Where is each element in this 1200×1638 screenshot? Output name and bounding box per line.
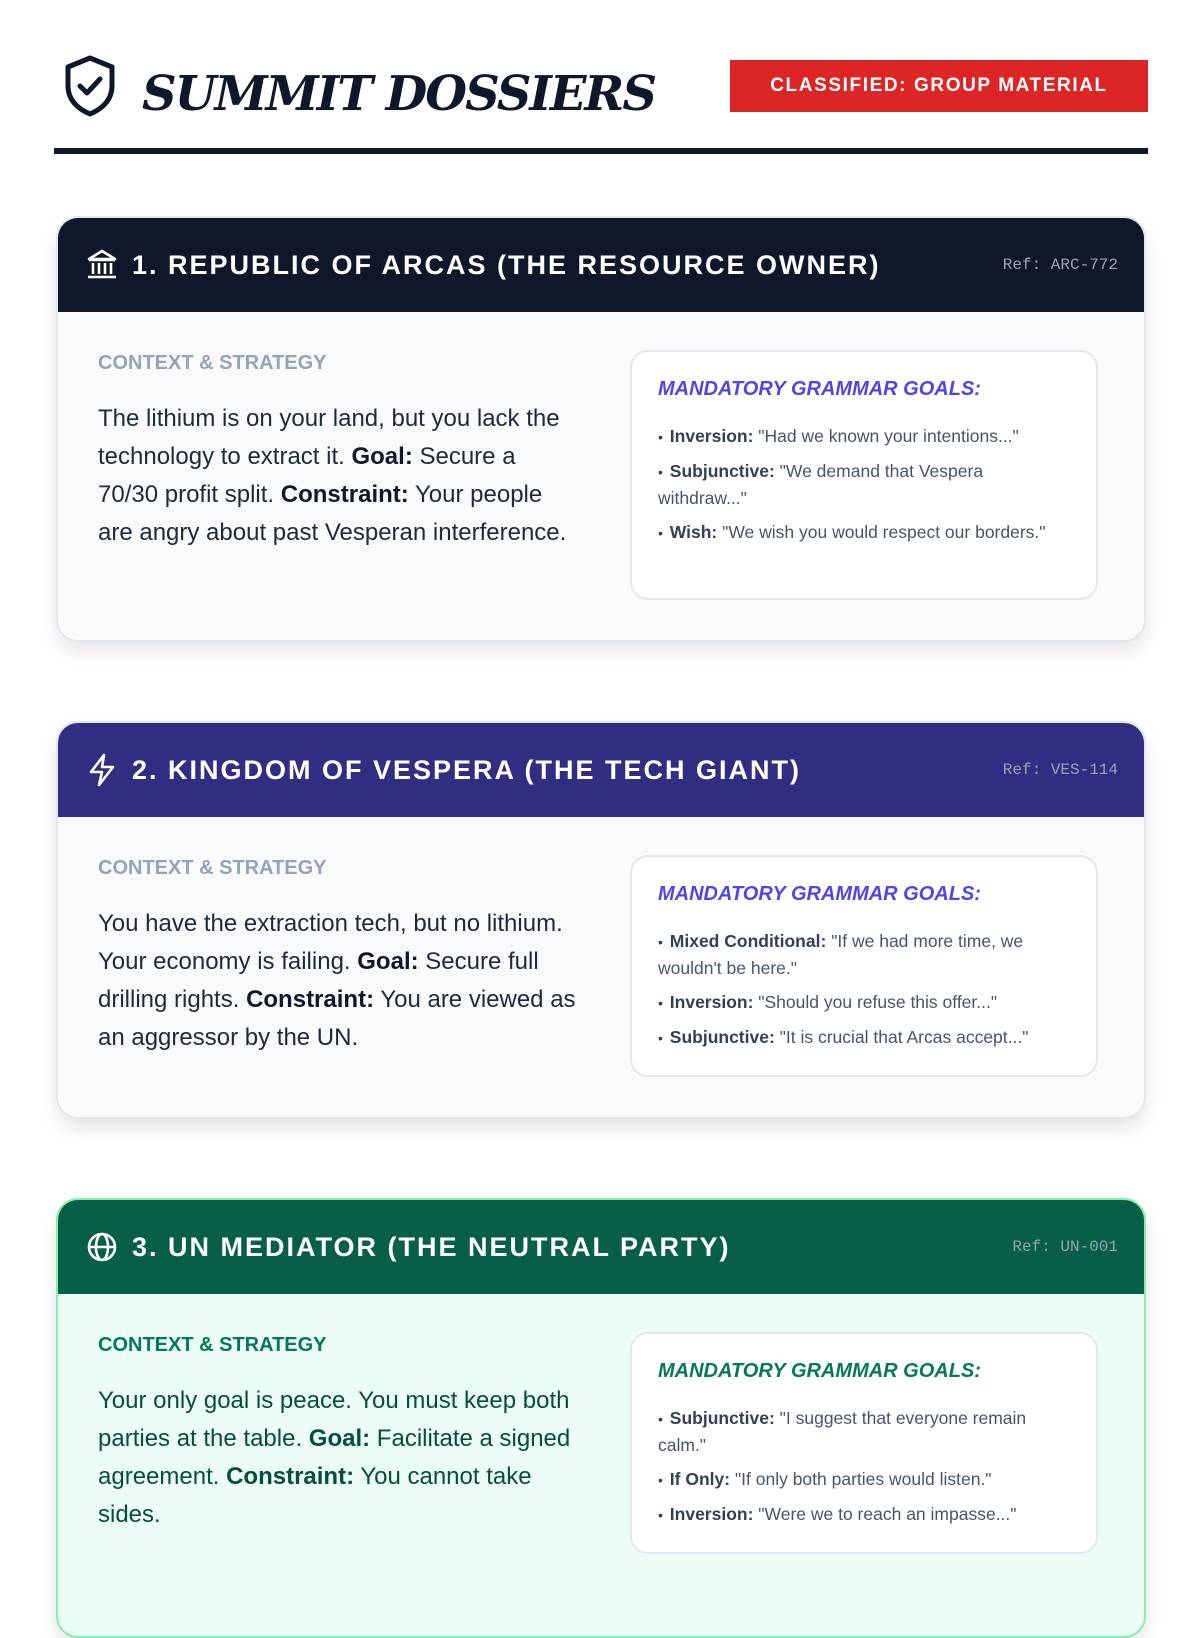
grammar-goal-item: • Inversion: "Should you refuse this offer..." [658, 992, 998, 1012]
context-label: CONTEXT & STRATEGY [98, 857, 327, 879]
dossier-card-vespera [56, 721, 1146, 1119]
context-text: Your only goal is peace. You must keep both parties at the table. Goal: Facilitate a signed agreement. Constraint: You cannot take sides. [98, 1387, 571, 1528]
dossier-header [58, 218, 1144, 312]
dossier-title: 1. REPUBLIC OF ARCAS (THE RESOURCE OWNER) [132, 250, 881, 280]
grammar-goal-item: • Wish: "We wish you would respect our borders." [658, 522, 1046, 542]
grammar-goals-title: MANDATORY GRAMMAR GOALS: [658, 378, 981, 400]
dossier-card-un-mediator [56, 1198, 1146, 1638]
context-text: You have the extraction tech, but no lithium. Your economy is failing. Goal: Secure full drilling rights. Constraint: You are viewed as an aggressor by the UN. [98, 910, 576, 1051]
dossier-header [58, 723, 1144, 817]
grammar-goal-item: • Mixed Conditional: "If we had more time, we wouldn't be here." [658, 931, 1024, 978]
grammar-goals-box [630, 1332, 1098, 1554]
grammar-goal-item: • If Only: "If only both parties would listen." [658, 1469, 992, 1489]
grammar-goal-item: • Subjunctive: "It is crucial that Arcas accept..." [658, 1027, 1029, 1047]
context-text: The lithium is on your land, but you lack the technology to extract it. Goal: Secure a 70/30 profit split. Constraint: Your people are angry about past Vesperan interference. [98, 405, 567, 546]
bank-icon [86, 248, 118, 282]
grammar-goals-box [630, 350, 1098, 600]
grammar-goals-title: MANDATORY GRAMMAR GOALS: [658, 1360, 981, 1382]
dossier-header [58, 1200, 1144, 1294]
context-label: CONTEXT & STRATEGY [98, 352, 327, 374]
dossier-title: 2. KINGDOM OF VESPERA (THE TECH GIANT) [132, 755, 802, 785]
grammar-goals-title: MANDATORY GRAMMAR GOALS: [658, 883, 981, 905]
page-title: SUMMIT DOSSIERS [142, 66, 655, 122]
grammar-goal-item: • Inversion: "Had we known your intentions..." [658, 426, 1019, 446]
grammar-goal-item: • Subjunctive: "I suggest that everyone remain calm." [658, 1408, 1027, 1455]
context-label: CONTEXT & STRATEGY [98, 1334, 327, 1356]
grammar-goals-box [630, 855, 1098, 1077]
dossier-ref: Ref: UN-001 [1012, 1238, 1118, 1256]
dossier-ref: Ref: VES-114 [1002, 761, 1118, 779]
dossier-ref: Ref: ARC-772 [1002, 256, 1118, 274]
dossier-card-arcas [56, 216, 1146, 642]
page-header [54, 48, 1148, 154]
classified-badge: CLASSIFIED: GROUP MATERIAL [730, 60, 1148, 112]
grammar-goal-item: • Subjunctive: "We demand that Vespera withdraw..." [658, 461, 984, 508]
lightning-icon [86, 753, 118, 787]
dossier-title: 3. UN MEDIATOR (THE NEUTRAL PARTY) [132, 1232, 731, 1262]
shield-check-icon [62, 54, 118, 118]
grammar-goal-item: • Inversion: "Were we to reach an impasse..." [658, 1504, 1017, 1524]
globe-icon [86, 1230, 118, 1264]
